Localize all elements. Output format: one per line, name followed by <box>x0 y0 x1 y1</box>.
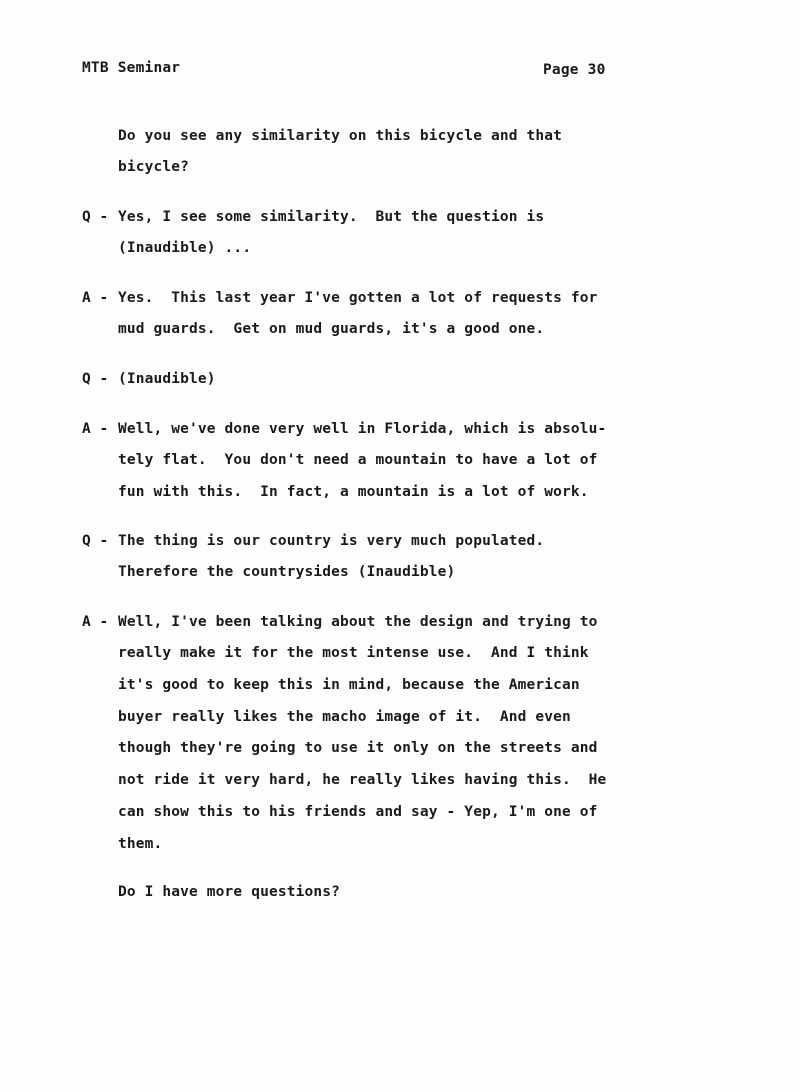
block-4-line-1: tely flat. You don't need a mountain to have a lot of <box>118 452 598 468</box>
block-1-speaker: Q - <box>82 209 109 225</box>
block-6-line-6: can show this to his friends and say - Yep, I'm one of <box>118 804 598 820</box>
block-7-line-0: Do I have more questions? <box>118 884 340 900</box>
header-title: MTB Seminar <box>82 60 181 76</box>
block-6-speaker: A - <box>82 614 109 630</box>
block-6-line-0: Well, I've been talking about the design and trying to <box>118 614 598 630</box>
block-5-line-1: Therefore the countrysides (Inaudible) <box>118 564 456 580</box>
block-2-line-1: mud guards. Get on mud guards, it's a good one. <box>118 321 545 337</box>
block-6-line-3: buyer really likes the macho image of it. And even <box>118 709 571 725</box>
block-4-line-0: Well, we've done very well in Florida, which is absolu- <box>118 421 607 437</box>
block-0-line-1: bicycle? <box>118 159 190 175</box>
block-1-line-0: Yes, I see some similarity. But the question is <box>118 209 545 225</box>
block-2-speaker: A - <box>82 290 109 306</box>
page-number: Page 30 <box>543 62 606 78</box>
block-5-line-0: The thing is our country is very much populated. <box>118 533 545 549</box>
block-3-line-0: (Inaudible) <box>118 371 216 387</box>
block-6-line-2: it's good to keep this in mind, because the American <box>118 677 580 693</box>
block-1-line-1: (Inaudible) ... <box>118 240 252 256</box>
block-6-line-1: really make it for the most intense use. And I think <box>118 645 589 661</box>
block-6-line-4: though they're going to use it only on the streets and <box>118 740 598 756</box>
block-0-line-0: Do you see any similarity on this bicycle and that <box>118 128 562 144</box>
block-4-speaker: A - <box>82 421 109 437</box>
block-6-line-5: not ride it very hard, he really likes having this. He <box>118 772 607 788</box>
block-3-speaker: Q - <box>82 371 109 387</box>
block-6-line-7: them. <box>118 836 163 852</box>
block-4-line-2: fun with this. In fact, a mountain is a lot of work. <box>118 484 589 500</box>
block-2-line-0: Yes. This last year I've gotten a lot of requests for <box>118 290 598 306</box>
block-5-speaker: Q - <box>82 533 109 549</box>
